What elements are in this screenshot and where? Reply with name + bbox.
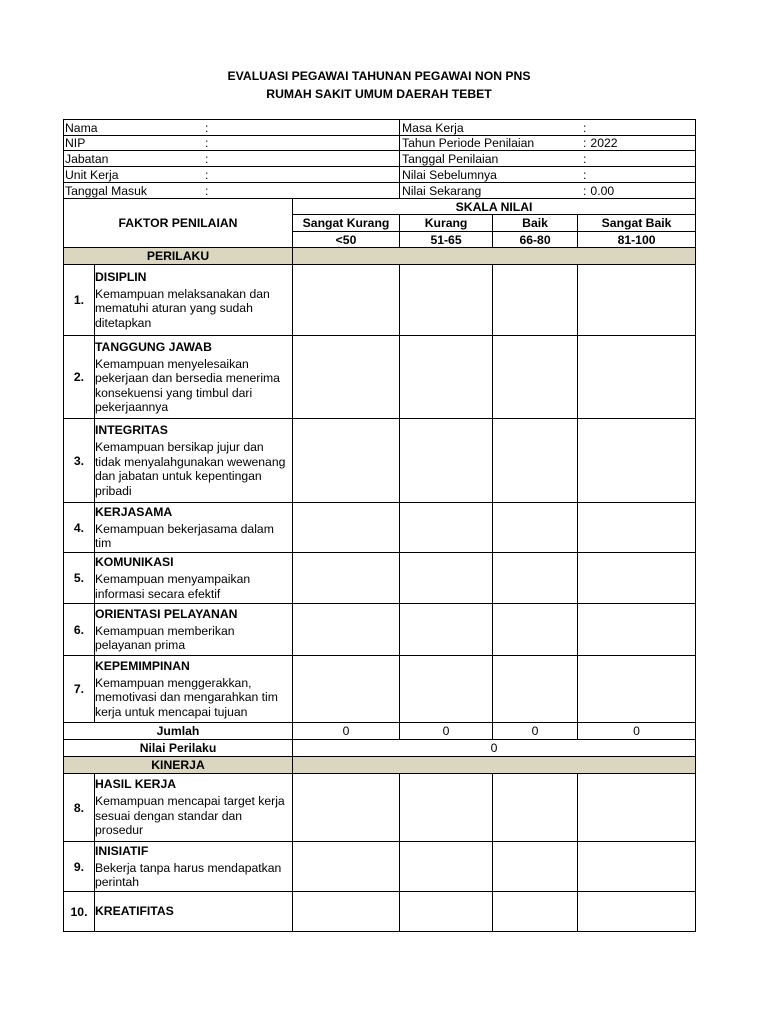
criterion-row-orientasi-pelayanan	[64, 604, 696, 656]
info-row	[64, 120, 696, 136]
description-line: pribadi	[95, 483, 132, 498]
info-separator: :	[583, 120, 587, 135]
score-cell-baik	[493, 774, 578, 842]
section-fill	[293, 248, 696, 265]
criterion-cell	[95, 656, 293, 723]
description-line: tidak menyalahgunakan wewenang	[95, 454, 286, 469]
info-label-nip: NIP	[65, 136, 86, 150]
jumlah-row	[64, 723, 696, 740]
score-cell-sangat-baik	[578, 604, 696, 656]
info-cell-nilai-sekarang	[400, 183, 696, 199]
info-separator: :	[583, 167, 587, 182]
criterion-cell	[95, 503, 293, 553]
info-separator: :	[205, 120, 209, 135]
description-line: Kemampuan menyelesaikan	[95, 356, 249, 371]
scale-range-kurang: 51-65	[400, 232, 493, 248]
score-cell-sangat-kurang	[293, 774, 400, 842]
score-cell-baik	[493, 553, 578, 604]
info-cell-unit-kerja	[64, 167, 400, 183]
score-cell-sangat-baik	[578, 774, 696, 842]
info-row	[64, 183, 696, 199]
description-line: dan jabatan untuk kepentingan	[95, 469, 262, 483]
criterion-row-kerjasama	[64, 503, 696, 553]
scale-range-sangat-baik: 81-100	[578, 232, 696, 248]
criterion-description	[95, 794, 292, 838]
nilai-perilaku-row	[64, 740, 696, 757]
header-row	[64, 199, 696, 215]
info-cell-nama	[64, 120, 400, 136]
score-cell-kurang	[400, 553, 493, 604]
description-line: prosedur	[95, 823, 144, 838]
score-cell-baik	[493, 336, 578, 419]
scale-label-kurang: Kurang	[400, 215, 493, 232]
criterion-row-tanggung-jawab	[64, 336, 696, 419]
description-line: Kemampuan bekerjasama dalam	[95, 521, 274, 536]
description-line: Kemampuan memberikan	[95, 623, 235, 638]
score-cell-sangat-baik	[578, 265, 696, 336]
criterion-description	[95, 676, 292, 720]
criterion-description	[95, 861, 292, 890]
criterion-row-kreatifitas	[64, 892, 696, 932]
description-line: sesuai dengan standar dan	[95, 808, 243, 823]
info-label-tanggal-masuk: Tanggal Masuk	[65, 183, 147, 198]
criterion-title: KOMUNIKASI	[95, 555, 174, 569]
criterion-title: KREATIFITAS	[95, 904, 174, 918]
info-cell-masa-kerja	[400, 120, 696, 136]
info-cell-tanggal-penilaian	[400, 151, 696, 167]
info-separator: :	[205, 183, 209, 198]
scale-label-sangat-baik: Sangat Baik	[578, 215, 696, 232]
info-row	[64, 151, 696, 167]
info-cell-tanggal-masuk	[64, 183, 400, 199]
score-cell-baik	[493, 604, 578, 656]
score-cell-sangat-kurang	[293, 842, 400, 892]
info-label-masa-kerja: Masa Kerja	[402, 120, 464, 135]
info-separator: :	[583, 183, 587, 198]
criterion-number: 6.	[64, 604, 95, 656]
jumlah-value-sangat-kurang: 0	[293, 723, 400, 740]
description-line: informasi secara efektif	[95, 586, 221, 601]
info-separator: :	[583, 136, 587, 150]
info-label-jabatan: Jabatan	[65, 151, 109, 166]
info-separator: :	[205, 136, 209, 150]
criterion-number: 3.	[64, 419, 95, 503]
section-row-kinerja	[64, 757, 696, 774]
description-line: pekerjaan dan bersedia menerima	[95, 371, 280, 385]
criterion-description	[95, 357, 292, 415]
score-cell-sangat-baik	[578, 336, 696, 419]
score-cell-sangat-baik	[578, 842, 696, 892]
description-line: kerja untuk mencapai tujuan	[95, 704, 248, 719]
jumlah-value-sangat-baik: 0	[578, 723, 696, 740]
score-cell-baik	[493, 503, 578, 553]
info-separator: :	[583, 151, 587, 166]
description-line: Kemampuan bersikap jujur dan	[95, 440, 264, 454]
info-label-unit-kerja: Unit Kerja	[65, 167, 119, 182]
score-cell-sangat-kurang	[293, 336, 400, 419]
criterion-title: DISIPLIN	[95, 269, 147, 284]
section-fill	[293, 757, 696, 774]
score-cell-sangat-baik	[578, 419, 696, 503]
jumlah-value-baik: 0	[493, 723, 578, 740]
faktor-penilaian-header: FAKTOR PENILAIAN	[64, 199, 293, 248]
evaluation-table	[63, 119, 696, 932]
criterion-description	[95, 522, 292, 551]
description-line: Kemampuan menggerakkan,	[95, 675, 252, 690]
score-cell-kurang	[400, 604, 493, 656]
criterion-row-komunikasi	[64, 553, 696, 604]
description-line: mematuhi aturan yang sudah	[95, 301, 253, 316]
criterion-cell	[95, 774, 293, 842]
description-line: konsekuensi yang timbul dari	[95, 385, 253, 400]
score-cell-kurang	[400, 656, 493, 723]
score-cell-baik	[493, 656, 578, 723]
info-row	[64, 136, 696, 151]
criterion-title: TANGGUNG JAWAB	[95, 339, 212, 354]
description-line: Kemampuan menyampaikan	[95, 572, 251, 586]
description-line: Bekerja tanpa harus mendapatkan	[95, 860, 282, 875]
criterion-number: 1.	[64, 265, 95, 336]
criterion-title: INISIATIF	[95, 843, 149, 858]
score-cell-kurang	[400, 265, 493, 336]
score-cell-sangat-kurang	[293, 656, 400, 723]
section-row-perilaku	[64, 248, 696, 265]
score-cell-sangat-baik	[578, 892, 696, 932]
info-row	[64, 167, 696, 183]
description-line: tim	[95, 536, 112, 550]
description-line: memotivasi dan mengarahkan tim	[95, 690, 278, 705]
title-line-1: EVALUASI PEGAWAI TAHUNAN PEGAWAI NON PNS	[227, 69, 531, 83]
criterion-number: 2.	[64, 336, 95, 419]
score-cell-kurang	[400, 892, 493, 932]
score-cell-kurang	[400, 842, 493, 892]
criterion-title: KERJASAMA	[95, 504, 173, 519]
criterion-number: 5.	[64, 553, 95, 604]
section-header-perilaku: PERILAKU	[64, 248, 293, 265]
criterion-cell	[95, 419, 293, 503]
criterion-description	[95, 624, 292, 653]
criterion-number: 10.	[64, 892, 95, 932]
jumlah-label: Jumlah	[64, 723, 293, 740]
jumlah-value-kurang: 0	[400, 723, 493, 740]
description-line: pekerjaannya	[95, 400, 169, 414]
criterion-title: INTEGRITAS	[95, 423, 168, 437]
criterion-description	[95, 440, 292, 498]
score-cell-sangat-kurang	[293, 503, 400, 553]
info-label-nama: Nama	[65, 120, 98, 135]
description-line: Kemampuan melaksanakan dan	[95, 286, 270, 301]
score-cell-kurang	[400, 419, 493, 503]
criterion-cell	[95, 842, 293, 892]
info-label-nilai-sekarang: Nilai Sekarang	[402, 183, 482, 198]
description-line: Kemampuan mencapai target kerja	[95, 794, 285, 809]
criterion-description	[95, 572, 292, 601]
criterion-number: 7.	[64, 656, 95, 723]
criterion-row-inisiatif	[64, 842, 696, 892]
criterion-title: HASIL KERJA	[95, 777, 177, 792]
criterion-number: 4.	[64, 503, 95, 553]
info-value-nilai-sekarang: 0.00	[590, 183, 615, 198]
score-cell-baik	[493, 419, 578, 503]
score-cell-baik	[493, 842, 578, 892]
criterion-number: 9.	[64, 842, 95, 892]
score-cell-sangat-kurang	[293, 553, 400, 604]
info-label-tahun-periode: Tahun Periode Penilaian	[402, 136, 535, 150]
criterion-cell	[95, 553, 293, 604]
score-cell-sangat-baik	[578, 503, 696, 553]
section-header-kinerja: KINERJA	[64, 757, 293, 774]
scale-range-sangat-kurang: <50	[293, 232, 400, 248]
criterion-row-hasil-kerja	[64, 774, 696, 842]
info-label-nilai-sebelumnya: Nilai Sebelumnya	[402, 167, 497, 182]
info-cell-nilai-sebelumnya	[400, 167, 696, 183]
score-cell-sangat-kurang	[293, 604, 400, 656]
criterion-number: 8.	[64, 774, 95, 842]
info-cell-nip	[64, 136, 400, 151]
criterion-row-kepemimpinan	[64, 656, 696, 723]
criterion-cell	[95, 604, 293, 656]
score-cell-baik	[493, 892, 578, 932]
score-cell-sangat-kurang	[293, 892, 400, 932]
description-line: perintah	[95, 875, 140, 889]
score-cell-sangat-kurang	[293, 419, 400, 503]
description-line: pelayanan prima	[95, 638, 186, 652]
criterion-row-disiplin	[64, 265, 696, 336]
title-line-2: RUMAH SAKIT UMUM DAERAH TEBET	[266, 87, 492, 101]
score-cell-baik	[493, 265, 578, 336]
nilai-perilaku-value: 0	[293, 740, 696, 757]
criterion-title: ORIENTASI PELAYANAN	[95, 606, 238, 621]
info-cell-tahun-periode	[400, 136, 696, 151]
score-cell-kurang	[400, 774, 493, 842]
info-cell-jabatan	[64, 151, 400, 167]
score-cell-kurang	[400, 503, 493, 553]
score-cell-sangat-kurang	[293, 265, 400, 336]
info-value-tahun-periode: 2022	[590, 136, 618, 150]
description-line: ditetapkan	[95, 315, 152, 330]
criterion-title: KEPEMIMPINAN	[95, 658, 190, 673]
criterion-cell	[95, 336, 293, 419]
score-cell-sangat-baik	[578, 553, 696, 604]
nilai-perilaku-label: Nilai Perilaku	[64, 740, 293, 757]
info-separator: :	[205, 167, 209, 182]
scale-label-sangat-kurang: Sangat Kurang	[293, 215, 400, 232]
score-cell-kurang	[400, 336, 493, 419]
info-separator: :	[205, 151, 209, 166]
info-label-tanggal-penilaian: Tanggal Penilaian	[402, 151, 499, 166]
score-cell-sangat-baik	[578, 656, 696, 723]
scale-label-baik: Baik	[493, 215, 578, 232]
criterion-cell	[95, 265, 293, 336]
criterion-cell	[95, 892, 293, 932]
criterion-description	[95, 287, 292, 331]
criterion-row-integritas	[64, 419, 696, 503]
scale-range-baik: 66-80	[493, 232, 578, 248]
skala-nilai-header: SKALA NILAI	[293, 199, 696, 215]
